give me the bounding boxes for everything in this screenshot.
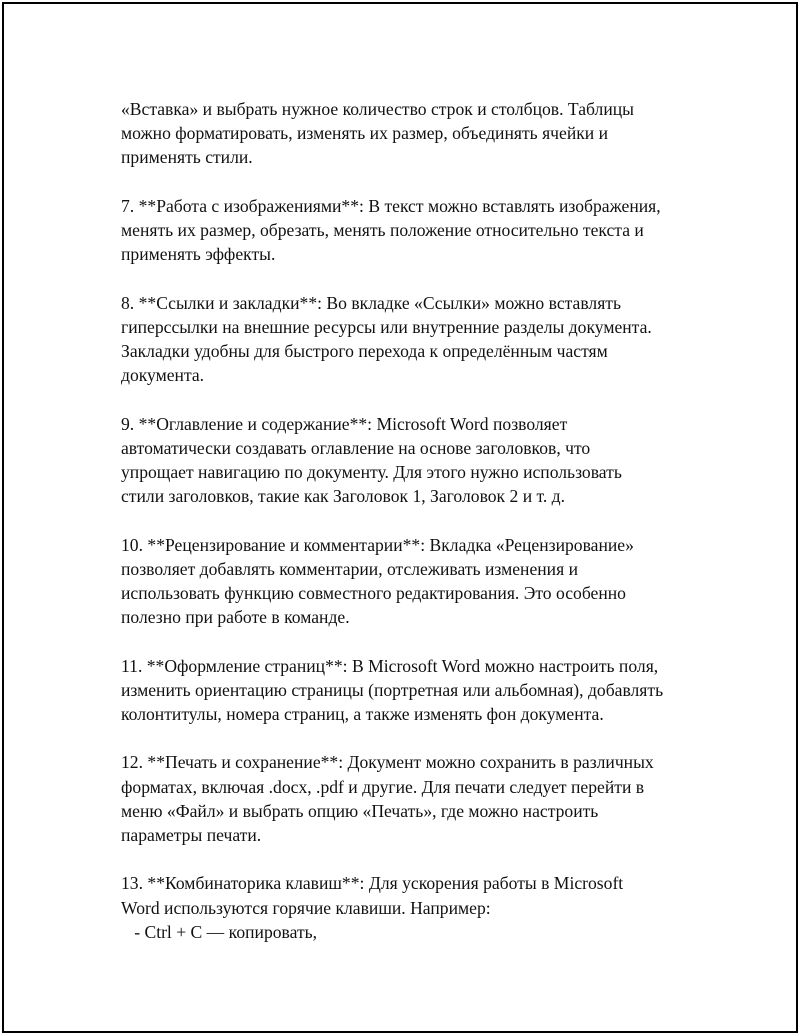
text-line: форматах, включая .docx, .pdf и другие. Для печати следует перейти в bbox=[121, 776, 645, 797]
text-line: применять эффекты. bbox=[121, 244, 276, 265]
text-line: параметры печати. bbox=[121, 825, 262, 845]
paragraph-tables-continued bbox=[121, 97, 721, 170]
text-line: стили заголовков, такие как Заголовок 1, Заголовок 2 и т. д. bbox=[121, 486, 566, 507]
text-line: упрощает навигацию по документу. Для этого нужно использовать bbox=[121, 462, 622, 482]
text-line: можно форматировать, изменять их размер, объединять ячейки и bbox=[121, 123, 609, 144]
paragraph-links-bookmarks bbox=[121, 291, 721, 388]
text-line: позволяет добавлять комментарии, отслеживать изменения и bbox=[121, 558, 578, 579]
text-line: менять их размер, обрезать, менять положение относительно текста и bbox=[121, 220, 644, 240]
text-line: меню «Файл» и выбрать опцию «Печать», где можно настроить bbox=[121, 800, 599, 821]
text-line: 7. **Работа с изображениями**: В текст можно вставлять изображения, bbox=[121, 195, 661, 216]
text-line: колонтитулы, номера страниц, а также изменять фон документа. bbox=[121, 704, 604, 724]
text-line: 12. **Печать и сохранение**: Документ можно сохранить в различных bbox=[121, 752, 654, 773]
paragraph-page-layout bbox=[121, 654, 721, 727]
text-line: Закладки удобны для быстрого перехода к определённым частям bbox=[121, 341, 608, 361]
text-line: автоматически создавать оглавление на основе заголовков, что bbox=[121, 437, 591, 458]
text-line: Word используются горячие клавиши. Например: bbox=[121, 897, 491, 918]
text-line: 8. **Ссылки и закладки**: Во вкладке «Ссылки» можно вставлять bbox=[121, 292, 622, 313]
list-item: - Ctrl + C — копировать, bbox=[121, 921, 318, 942]
document-page bbox=[2, 2, 798, 1033]
paragraph-print-save bbox=[121, 750, 721, 847]
paragraph-review-comments bbox=[121, 533, 721, 630]
text-line: использовать функцию совместного редактирования. Это особенно bbox=[121, 583, 626, 603]
text-line: 9. **Оглавление и содержание**: Microsoft Word позволяет bbox=[121, 413, 568, 434]
text-line: гиперссылки на внешние ресурсы или внутренние разделы документа. bbox=[121, 316, 652, 337]
text-line: 13. **Комбинаторика клавиш**: Для ускорения работы в Microsoft bbox=[121, 873, 624, 894]
text-line: применять стили. bbox=[121, 147, 253, 168]
paragraph-hotkeys bbox=[121, 871, 721, 944]
text-line: изменить ориентацию страницы (портретная или альбомная), добавлять bbox=[121, 679, 664, 700]
text-line: документа. bbox=[121, 365, 205, 386]
text-line: 10. **Рецензирование и комментарии**: Вкладка «Рецензирование» bbox=[121, 534, 634, 555]
paragraph-images bbox=[121, 194, 721, 267]
text-line: полезно при работе в команде. bbox=[121, 607, 350, 628]
text-line: 11. **Оформление страниц**: В Microsoft Word можно настроить поля, bbox=[121, 655, 659, 676]
text-line: «Вставка» и выбрать нужное количество строк и столбцов. Таблицы bbox=[121, 99, 634, 119]
paragraph-table-of-contents bbox=[121, 412, 721, 509]
document-body bbox=[121, 97, 721, 968]
